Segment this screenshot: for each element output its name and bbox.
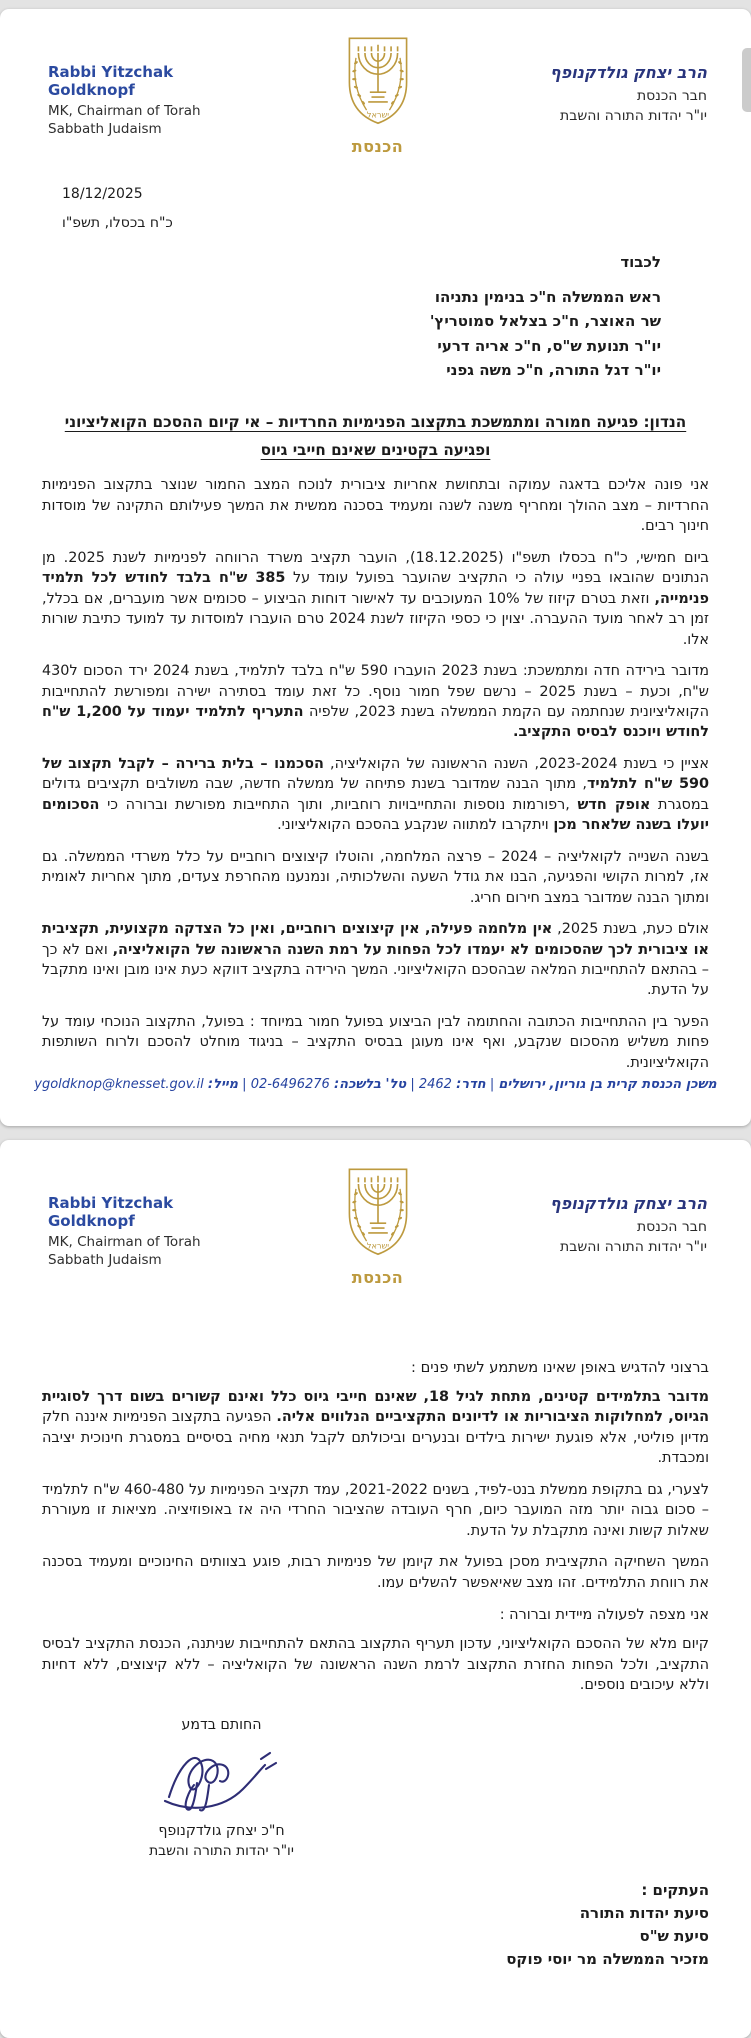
text-run: אולם כעת, בשנת 2025, [552, 921, 709, 938]
subject-heading [42, 408, 709, 464]
text-run: ביום חמישי, כ"ח בכסלו תשפ"ו (18.12.2025), הועבר תקציב משרד הרווחה לפנימיות לשנת 2025. מן הנתונים שהובאו בפניי עולה כי התקציב שהועבר בפועל עומד על [42, 549, 710, 587]
contact-footer [0, 1077, 751, 1092]
salutation: לכבוד [620, 253, 661, 271]
body-paragraph [42, 661, 709, 743]
body-paragraph [42, 548, 709, 650]
letter-body-page2 [42, 1387, 709, 1593]
text-run: ygoldknop@knesset.gov.il [34, 1077, 208, 1092]
text-run: אציין כי בשנת 2023-2024, השנה הראשונה של הקואליציה, [323, 755, 709, 772]
text-run: וזאת בטרם קיזוז של 10% המעוכבים עד לאישור דוחות הביצוע – סכומים אשר מועברים, אם בכלל, זמן רב לאחר מועד ההעברה. יצוין כי כספי הקיזוז לשנת 2024 טרם הועברו למוסדות עד למועד כתיבת שורות אלו. [42, 590, 709, 648]
addressee-line: יו"ר תנועת ש"ס, ח"כ אריה דרעי [437, 336, 661, 355]
copies-title: העתקים : [641, 1881, 709, 1900]
subject-line-2: ופגיעה בקטינים שאינם חייבי גיוס [260, 441, 491, 460]
text-run: 02-6496276 | [238, 1077, 334, 1092]
date-hebrew: כ"ח בכסלו, תשפ"ו [62, 215, 173, 231]
body-paragraph [42, 1480, 709, 1541]
body-paragraph [42, 1387, 709, 1469]
text-run: בשנה השנייה לקואליציה – 2024 – פרצה המלחמה, והוטלו קיצוצים רוחביים על כלל משרדי הממשלה. גם אז, למרות הקושי והפגיעה, הבנו את גודל השעה והשלכותיה, ונמנענו מהחרפת צעדים, מתוך אחריות לאומית ומתוך הבנה שמדובר במצב חירום חריג. [42, 848, 709, 906]
text-run: ויתקרבו למתווה שנקבע בהסכם הקואליציוני. [277, 817, 554, 834]
emblem-israel-text: ישראל [366, 1240, 389, 1251]
closing-phrase: החותם בדמע [181, 1717, 262, 1734]
closing-block [104, 1717, 339, 1859]
sender-name-english: Rabbi Yitzchak Goldknopf [48, 1194, 174, 1230]
emphasis-intro-line: ברצוני להדגיש באופן שאינו משתמע לשתי פנים : [411, 1359, 709, 1376]
page1-content [0, 186, 751, 1073]
letterhead-hebrew-block [492, 35, 707, 127]
emblem-block [303, 1166, 453, 1287]
text-run: לצערי, גם בתקופת ממשלת בנט-לפיד, בשנים 2021-2022, עמד תקציב הפנימיות על 460-480 ש"ח לתלמיד – סכום גבוה יותר מזה המועבר כיום, חרף העובדה שהציבור החרדי היה אז באופוזיציה. מציאות זו מעוררת שאלות קשות ואינה מתקבלת על הדעת. [42, 1481, 710, 1539]
letter-body-page1 [42, 475, 709, 1073]
text-run: קיום מלא של ההסכם הקואליציוני, עדכון תעריף התקצוב בהתאם להתחייבות שניתנה, הכנסת התקציב לבסיס התקציב, ולכל הפחות החזרת התקצוב לרמת השנה הראשונה של הקואליציה – ללא קיצוצים, ללא דחיות וללא עיכובים נוספים. [42, 1636, 709, 1693]
letterhead-hebrew-block [492, 1166, 707, 1258]
text-run: ,רפורמות נוספות והתחייבויות רוחביות, ותוך התחייבות מפורשת וברורה כי [99, 796, 578, 813]
text-run: המשך השחיקה התקציבית מסכן בפועל את קיומן של פנימיות רבות, פוגע בצוותים החינוכיים ומעמיד בסכנה את רווחת התלמידים. זהו מצב שאיאפשר להשלים עמו. [42, 1554, 709, 1591]
signer-name: ח"כ יצחק גולדקנופף [158, 1823, 285, 1840]
sender-role-english-1: MK, Chairman of Torah [48, 103, 201, 119]
text-run: מייל: [207, 1077, 239, 1092]
sender-role-hebrew-2: יו"ר יהדות התורה והשבת [560, 108, 707, 125]
body-paragraph [42, 754, 709, 836]
date-gregorian: 18/12/2025 [62, 186, 143, 202]
emblem-israel-text: ישראל [366, 109, 389, 120]
text-run: ואם לא כך – בהתאם להתחייבות המלאה שבהסכם הקואליציוני. המשך הירידה בתקציב דווקא כעת אינו מובן ואינו מתקבל על הדעת. [42, 941, 709, 999]
knesset-emblem-icon [337, 1166, 419, 1264]
sender-role-hebrew-1: חבר הכנסת [636, 1219, 707, 1235]
addressee-line: שר האוצר, ח"כ בצלאל סמוטריץ' [429, 312, 661, 331]
scrollbar-thumb[interactable] [742, 48, 751, 112]
addressee-line: יו"ר דגל התורה, ח"כ משה גפני [446, 360, 661, 379]
letterhead [0, 1140, 751, 1287]
copy-recipient-line: סיעת יהדות התורה [579, 1904, 709, 1923]
text-run: , מתוך הבנה שמדובר בשנת פתיחה של ממשלה חדשה, שבה משולבים תקציבים גדולים במסגרת [42, 776, 709, 813]
addressee-list [42, 285, 709, 382]
copies-block [42, 1879, 709, 1970]
date-block [62, 186, 709, 231]
text-run: חדר: [456, 1077, 486, 1092]
subject-line-1: הנדון: פגיעה חמורה ומתמשכת בתקצוב הפנימיות החרדיות – אי קיום ההסכם הקואליציוני [64, 413, 687, 432]
addressee-line: ראש הממשלה ח"כ בנימין נתניהו [434, 288, 661, 306]
action-demand-line: אני מצפה לפעולה מיידית וברורה : [499, 1607, 709, 1624]
handwritten-signature-icon [157, 1739, 287, 1821]
knesset-emblem-icon [337, 35, 419, 133]
body-paragraph [42, 847, 709, 908]
text-run: הסכומים יועלו בשנה שלאחר מכן [42, 796, 709, 834]
emblem-caption: הכנסת [351, 137, 404, 156]
letter-page-2 [0, 1140, 751, 2038]
copy-recipient-line: מזכיר הממשלה מר יוסי פוקס [506, 1949, 709, 1968]
text-run: טל' בלשכה: [333, 1077, 407, 1092]
page-separator [0, 1126, 751, 1140]
letter-page-1 [0, 9, 751, 1126]
emblem-caption: הכנסת [351, 1268, 404, 1287]
sender-name-hebrew: הרב יצחק גולדקנופף [549, 1194, 707, 1213]
letter-body-final [42, 1634, 709, 1695]
text-run: מדובר בתלמידים קטינים, מתחת לגיל 18, שאינם חייבי גיוס כלל ואינם קשורים בשום דרך לסוגיית הגיוס, למחלוקות הציבוריות או לדיונים התקציביים הנלווים אליה. [42, 1389, 709, 1426]
page2-content [0, 1359, 751, 1971]
text-run: הפער בין ההתחייבות הכתובה והחתומה לבין הביצוע בפועל חמור במיוחד : בפועל, התקצוב הנוכחי עומד על פחות משליש מהסכום שנקבע, ואף אינו מעוגן בבסיס התקציב – בניגוד מוחלט להסכם ולרוח השותפות הקואליציונית. [42, 1013, 709, 1071]
sender-name-english: Rabbi Yitzchak Goldknopf [48, 63, 174, 99]
letterhead-english-block [48, 35, 263, 138]
emblem-block [303, 35, 453, 156]
text-run: אופק חדש [577, 796, 651, 813]
text-run: הפגיעה בתקצוב הפנימיות איננה חלק מדיון פוליטי, אלא פוגעת ישירות בילדים ובנערים וביכולתם לקבל תנאי מחיה בסיסיים במסגרת חינוכית יציבה ומכבדת. [42, 1409, 709, 1467]
sender-role-english-2: Sabbath Judaism [48, 121, 162, 138]
copies-list [42, 1902, 709, 1970]
body-paragraph [42, 1634, 709, 1695]
body-paragraph [42, 919, 709, 1001]
text-run: אני פונה אליכם בדאגה עמוקה ובתחושת אחריות ציבורית לנוכח המצב החמור שנוצר בתקצוב הפנימיות החרדיות – מצב ההולך ומחריף משנה לשנה ומעמיד בסכנה ממשית את המשך פעילותם התקינה של מוסדות חינוך רבים. [42, 477, 709, 535]
sender-name-hebrew: הרב יצחק גולדקנופף [549, 63, 707, 82]
sender-role-english-2: Sabbath Judaism [48, 1252, 162, 1269]
text-run: מדובר בירידה חדה ומתמשכת: בשנת 2023 הועברו 590 ש"ח בלבד לתלמיד, בשנת 2024 ירד הסכום ל430 ש"ח, וכעת – בשנת 2025 – נרשם שפל חמור נוסף. כל זאת עומד בסתירה ישירה ומפורשת להתחייבות הקואליציונית שנחתמה עם הקמת הממשלה בשנת 2023, שלפיה [42, 663, 710, 720]
text-run: 385 ש"ח בלבד לחודש לכל תלמיד פנימייה, [42, 570, 710, 607]
signature-image [104, 1739, 339, 1821]
text-run: התעריף לתלמיד יעמוד על 1,200 ש"ח לחודש ויוכנס לבסיס התקציב. [42, 703, 709, 741]
signer-role: יו"ר יהדות התורה והשבת [149, 1843, 294, 1860]
text-run: | [485, 1077, 499, 1092]
text-run: 2462 | [406, 1077, 457, 1092]
sender-role-english-1: MK, Chairman of Torah [48, 1234, 201, 1250]
sender-role-hebrew-1: חבר הכנסת [636, 88, 707, 104]
copy-recipient-line: סיעת ש"ס [639, 1927, 709, 1946]
text-run: משכן הכנסת קרית בן גוריון, ירושלים [498, 1077, 717, 1092]
body-paragraph [42, 1552, 709, 1593]
letterhead [0, 9, 751, 156]
letterhead-english-block [48, 1166, 263, 1269]
body-paragraph [42, 475, 709, 536]
sender-role-hebrew-2: יו"ר יהדות התורה והשבת [560, 1239, 707, 1256]
text-run: אין מלחמה פעילה, אין קיצוצים רוחביים, ואין כל הצדקה מקצועית, תקציבית או ציבורית לכך שהסכומים לא יעמדו לכל הפחות על רמת השנה הראשונה של הקואליציה, [42, 921, 709, 958]
body-paragraph [42, 1012, 709, 1073]
text-run: הסכמנו – בלית ברירה – לקבל תקצוב של 590 ש"ח לתלמיד [42, 755, 709, 793]
